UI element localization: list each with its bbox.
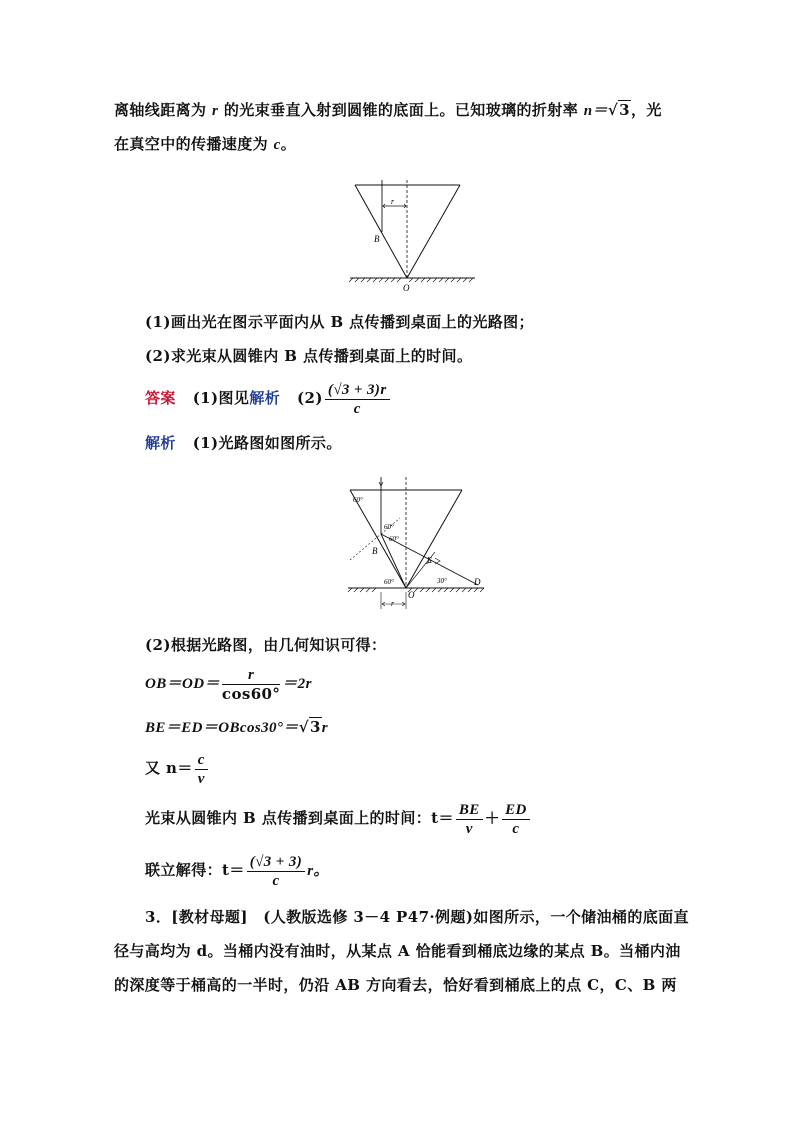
answer-line	[145, 378, 392, 418]
figure-cone-1	[345, 180, 495, 295]
intro-text: ，光	[631, 101, 662, 119]
intro-line-2	[114, 133, 296, 156]
intro-text: 的光束垂直入射到圆锥的底面上。已知玻璃的折射率	[223, 101, 579, 119]
answer-numerator: (√3 + 3)r	[325, 381, 390, 400]
analysis-label: 解析	[145, 434, 176, 452]
eq4-plus: ＋	[484, 809, 501, 827]
analysis-link[interactable]: 解析	[249, 389, 281, 407]
fig1-label-B: B	[374, 234, 380, 244]
question-1: (1)画出光在图示平面内从 B 点传播到桌面上的光路图；	[145, 313, 534, 331]
eq1-numerator: r	[222, 666, 280, 685]
fig2-label-r: r	[391, 599, 395, 608]
problem3-line-3: 的深度等于桶高的一半时，仍沿 AB 方向看去，恰好看到桶底上的点 C，C、B 两	[114, 976, 677, 994]
question-2: (2)求光束从圆锥内 B 点传播到桌面上的时间。	[145, 347, 473, 365]
answer-part1: (1)图见	[192, 389, 250, 407]
fig2-angle-bottom: 60°	[384, 578, 394, 586]
eq5-tail: r。	[307, 863, 329, 879]
answer-part2-prefix: (2)	[297, 389, 323, 407]
eq4-numerator-1: BE	[456, 801, 483, 820]
eq5-denominator: c	[272, 872, 280, 889]
fig2-angle-top: 60°	[353, 496, 363, 504]
fig2-angle-mid1: 60°	[384, 523, 394, 531]
problem3-line-1: 3．[教材母题] (人教版选修 3－4 P47·例题)如图所示，一个储油桶的底面直	[145, 908, 689, 926]
fig2-label-E: E	[427, 556, 432, 565]
intro-text: 在真空中的传播速度为	[114, 135, 269, 153]
eq1-right: ＝2r	[282, 676, 312, 692]
eq1-left: OB＝OD＝	[145, 676, 220, 692]
eq1-denominator: cos60°	[221, 684, 281, 703]
eq5-fraction	[247, 853, 305, 890]
eq3-prefix: 又 n＝	[145, 759, 193, 777]
fig2-label-B: B	[372, 546, 378, 556]
fig2-label-O: O	[408, 590, 415, 600]
fig2-angle-mid2: 60°	[389, 535, 399, 543]
figure-cone-2	[340, 472, 490, 617]
analysis-text: (1)光路图如图所示。	[192, 434, 342, 452]
problem3-line-2: 径与高均为 d。当桶内没有油时，从某点 A 恰能看到桶底边缘的某点 B。当桶内油	[114, 942, 681, 960]
eq4-fraction-1	[456, 801, 483, 838]
answer-label: 答案	[145, 389, 176, 407]
fig1-label-O: O	[403, 283, 410, 293]
eq2-radicand: 3	[309, 718, 321, 736]
eq4-denominator-2: c	[512, 820, 520, 837]
var-r: r	[212, 103, 219, 119]
eq3-denominator: v	[197, 770, 205, 787]
eq2-text: BE＝ED＝OBcos30°＝	[145, 720, 299, 736]
intro-line-1	[114, 99, 662, 122]
var-c: c	[273, 137, 281, 153]
fig2-angle-D: 30°	[437, 577, 447, 585]
equation-2	[145, 716, 328, 739]
fig2-label-D: D	[474, 577, 481, 587]
equation-1	[145, 663, 312, 703]
eq4-denominator-1: v	[465, 820, 473, 837]
answer-denominator: c	[353, 400, 361, 417]
sqrt-3: √3	[607, 101, 630, 119]
equation-4	[145, 798, 532, 838]
solution-intro: (2)根据光路图，由几何知识可得：	[145, 636, 387, 654]
eq5-text: 联立解得：t＝	[145, 861, 245, 879]
eq4-numerator-2: ED	[502, 801, 530, 820]
equation-3	[145, 748, 210, 788]
sqrt-radicand: 3	[619, 101, 630, 119]
eq5-numerator: (√3 + 3)	[247, 853, 305, 872]
eq3-fraction	[195, 751, 208, 788]
eq1-fraction	[222, 666, 280, 703]
eq2-tail: r	[321, 720, 329, 736]
eq3-numerator: c	[195, 751, 208, 770]
intro-text: 离轴线距离为	[114, 101, 207, 119]
intro-text: 。	[280, 135, 297, 153]
answer-fraction	[325, 381, 390, 418]
eq4-fraction-2	[502, 801, 530, 838]
n-equals: n＝	[583, 103, 608, 119]
equation-5	[145, 850, 329, 890]
fig1-label-r: r	[391, 197, 395, 206]
eq4-text: 光束从圆锥内 B 点传播到桌面上的时间：t＝	[145, 809, 454, 827]
analysis-line	[145, 432, 342, 454]
eq2-sqrt: √3	[298, 718, 321, 736]
